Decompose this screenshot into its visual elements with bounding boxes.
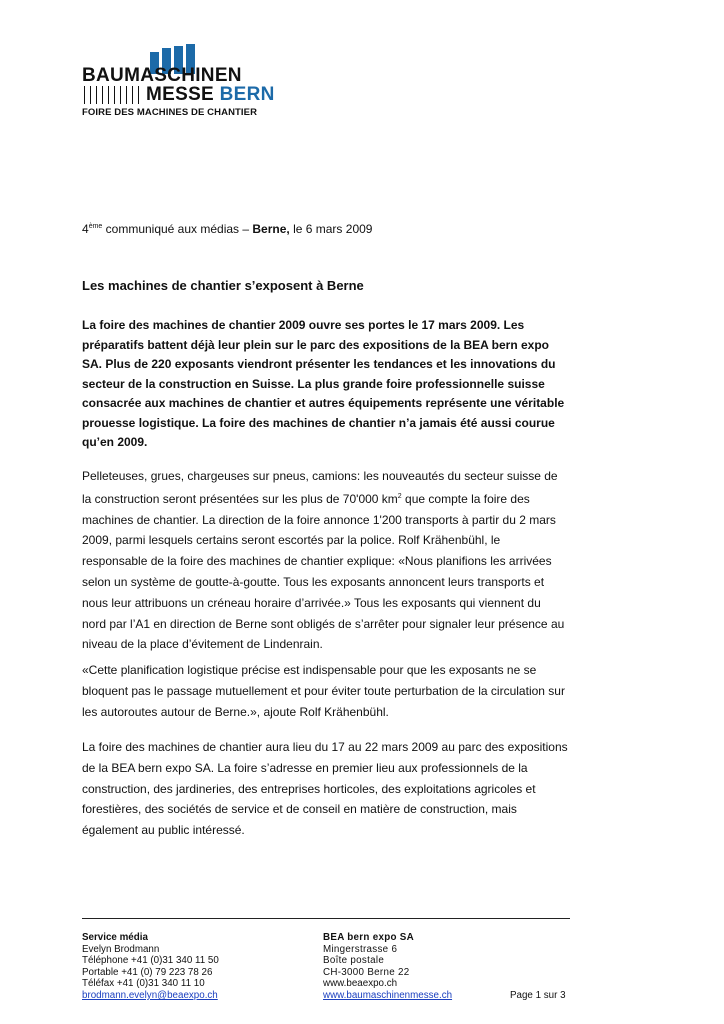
footer-website-1: www.beaexpo.ch <box>323 978 398 990</box>
logo-bern: BERN <box>219 84 275 105</box>
logo-messe: MESSE <box>146 84 215 105</box>
footer-pobox: Boîte postale <box>323 955 385 967</box>
dateline <box>82 222 568 236</box>
footer-left-title: Service média <box>82 932 148 943</box>
footer-right-title: BEA bern expo SA <box>323 932 414 943</box>
logo-wordmark-baumaschinen: BAUMASCHINEN <box>82 65 242 86</box>
footer-website-2-link[interactable]: www.baumaschinenmesse.ch <box>323 989 453 1001</box>
dateline-superscript: ème <box>88 223 103 230</box>
footer-phone: Téléphone +41 (0)31 340 11 50 <box>82 955 219 967</box>
logo-wordmark-messe-bern <box>146 84 275 106</box>
page-title: Les machines de chantier s’exposent à Berne <box>82 278 364 293</box>
footer-divider <box>82 918 570 919</box>
footer-fax: Téléfax +41 (0)31 340 11 10 <box>82 978 205 990</box>
page-number: Page 1 sur 3 <box>510 990 566 1001</box>
footer-city: CH-3000 Berne 22 <box>323 966 410 978</box>
p1-superscript: 2 <box>397 492 402 500</box>
dateline-text: communiqué aux médias – <box>102 222 253 236</box>
p1-before: Pelleteuses, grues, chargeuses sur pneus, camions: les nouveautés du secteur suisse de la construction seront présentées sur les plus de 70'000 km <box>82 469 558 506</box>
footer-contact-name: Evelyn Brodmann <box>82 943 160 955</box>
lead-paragraph: La foire des machines de chantier 2009 ouvre ses portes le 17 mars 2009. Les préparatifs battent déjà leur plein sur le parc des expositions de la BEA bern expo SA. Plus de 220 exposants viendront présenter les tendances et les innovations du secteur de la construction en Suisse. La plus grande foire professionnelle suisse consacrée aux machines de chantier et autres équipements représente une véritable prouesse logistique. La foire des machines de chantier n’a jamais été aussi courue qu’en 2009. <box>82 318 565 449</box>
body-paragraph-2: «Cette planification logistique précise est indispensable pour que les exposants ne se bloquent pas le passage mutuellement et pour éviter toute perturbation de la circulation sur les autoroutes autour de Berne.», ajoute Rolf Krähenbühl. <box>82 663 565 719</box>
dateline-number: 4 <box>82 222 89 236</box>
company-logo <box>82 40 292 120</box>
dateline-city: Berne, <box>252 222 290 236</box>
footer-media-contact <box>82 932 312 1002</box>
logo-subtitle: FOIRE DES MACHINES DE CHANTIER <box>82 107 258 118</box>
footer-email-link[interactable]: brodmann.evelyn@beaexpo.ch <box>82 989 218 1001</box>
dateline-date: le 6 mars 2009 <box>289 222 373 236</box>
logo-ticks-graphic <box>82 86 142 104</box>
body-paragraph-3: La foire des machines de chantier aura lieu du 17 au 22 mars 2009 au parc des expositions de la BEA bern expo SA. La foire s’adresse en premier lieu aux professionnels de la construction, des jardineries, des entreprises horticoles, des exploitations agricoles et forestières, des sociétés de service et de conseil en matière de construction, mais également au public intéressé. <box>82 740 568 838</box>
footer-street: Mingerstrasse 6 <box>323 943 398 955</box>
body-paragraph-1 <box>82 466 568 655</box>
footer-mobile: Portable +41 (0) 79 223 78 26 <box>82 966 213 978</box>
p1-after: que compte la foire des machines de chantier. La direction de la foire annonce 1'200 transports à partir du 2 mars 2009, parmi lesquels certains seront escortés par la police. Rolf Krähenbühl, le responsable de la foire des machines de chantier explique: «Nous planifions les arrivées selon un système de goutte-à-goutte. Tous les exposants annoncent leurs transports et nous leur attribuons un créneau horaire d’arrivée.» Tous les exposants qui viennent du nord par l’A1 en direction de Berne sont obligés de s’arrêter pour signaler leur présence au niveau de la place d’évitement de Lindenrain. <box>82 491 565 652</box>
